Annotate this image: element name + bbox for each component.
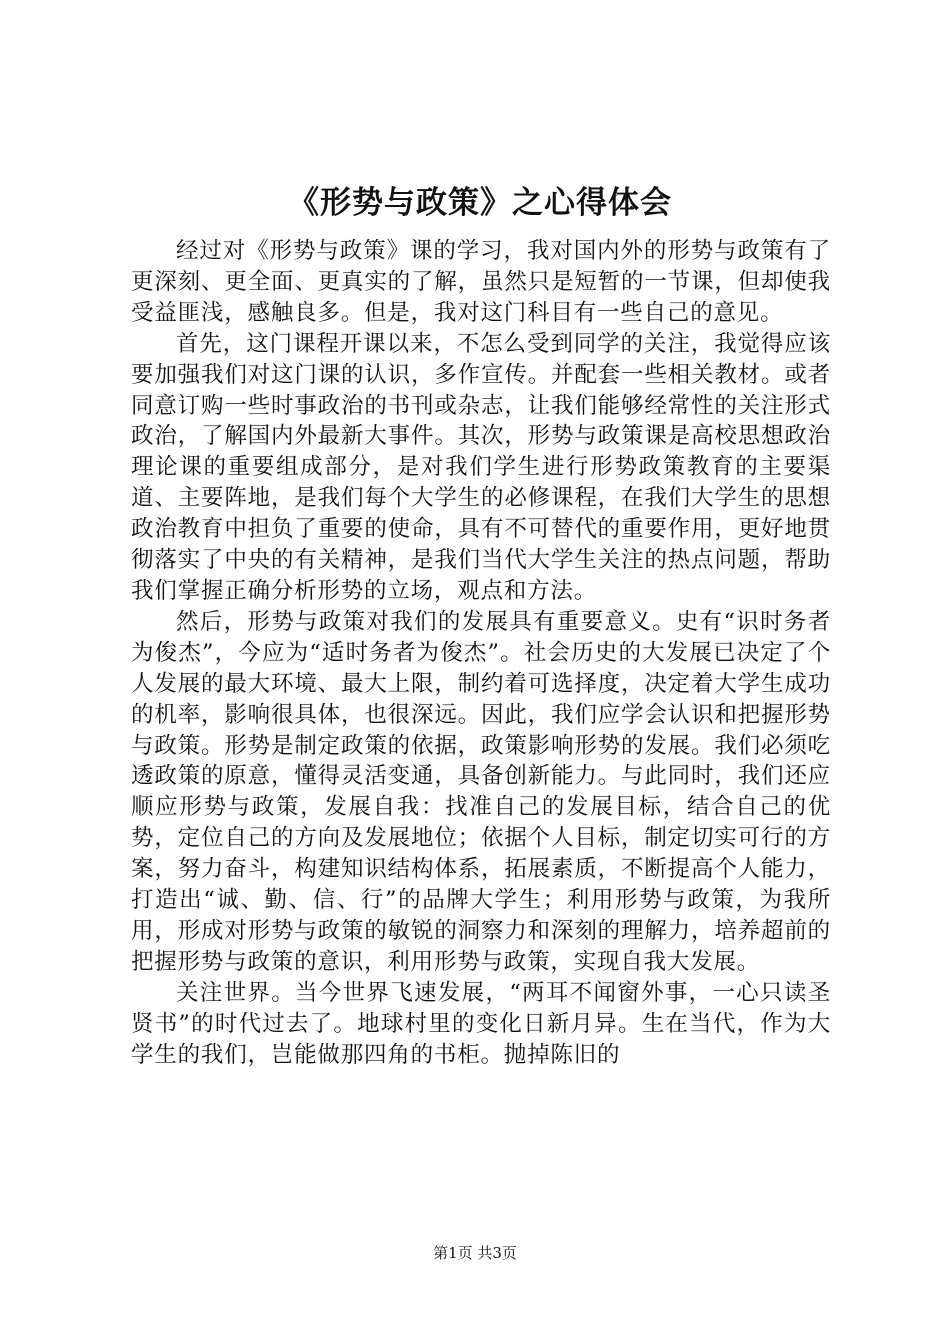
paragraph-3: 然后，形势与政策对我们的发展具有重要意义。史有“识时务者为俊杰”，今应为“适时务者为俊杰”。社会历史的大发展已决定了个人发展的最大环境、最大上限，制约着可选择度，决定着大学生成功的机率，影响很具体，也很深远。因此，我们应学会认识和把握形势与政策。形势是制定政策的依据，政策影响形势的发展。我们必须吃透政策的原意，懂得灵活变通，具备创新能力。与此同时，我们还应顺应形势与政策，发展自我：找准自己的发展目标，结合自己的优势，定位自己的方向及发展地位；依据个人目标，制定切实可行的方案，努力奋斗，构建知识结构体系，拓展素质，不断提高个人能力，打造出“诚、勤、信、行”的品牌大学生；利用形势与政策，为我所用，形成对形势与政策的敏锐的洞察力和深刻的理解力，培养超前的把握形势与政策的意识，利用形势与政策，实现自我大发展。	[131, 608, 831, 975]
paragraph-4: 关注世界。当今世界飞速发展，“两耳不闻窗外事，一心只读圣贤书”的时代过去了。地球村里的变化日新月异。生在当代，作为大学生的我们，岂能做那四角的书柜。抛掉陈旧的	[131, 979, 831, 1068]
document-title: 《形势与政策》之心得体会	[288, 185, 672, 221]
paragraph-2: 首先，这门课程开课以来，不怎么受到同学的关注，我觉得应该要加强我们对这门课的认识，多作宣传。并配套一些相关教材。或者同意订购一些时事政治的书刊或杂志，让我们能够经常性的关注形式政治，了解国内外最新大事件。其次，形势与政策课是高校思想政治理论课的重要组成部分，是对我们学生进行形势政策教育的主要渠道、主要阵地，是我们每个大学生的必修课程，在我们大学生的思想政治教育中担负了重要的使命，具有不可替代的重要作用，更好地贯彻落实了中央的有关精神，是我们当代大学生关注的热点问题，帮助我们掌握正确分析形势的立场，观点和方法。	[131, 330, 831, 604]
paragraph-1: 经过对《形势与政策》课的学习，我对国内外的形势与政策有了更深刻、更全面、更真实的了解，虽然只是短暂的一节课，但却使我受益匪浅，感触良多。但是，我对这门科目有一些自己的意见。	[131, 238, 831, 326]
document-body	[131, 236, 831, 1070]
page-number-footer: 第1页 共3页	[433, 1244, 517, 1262]
